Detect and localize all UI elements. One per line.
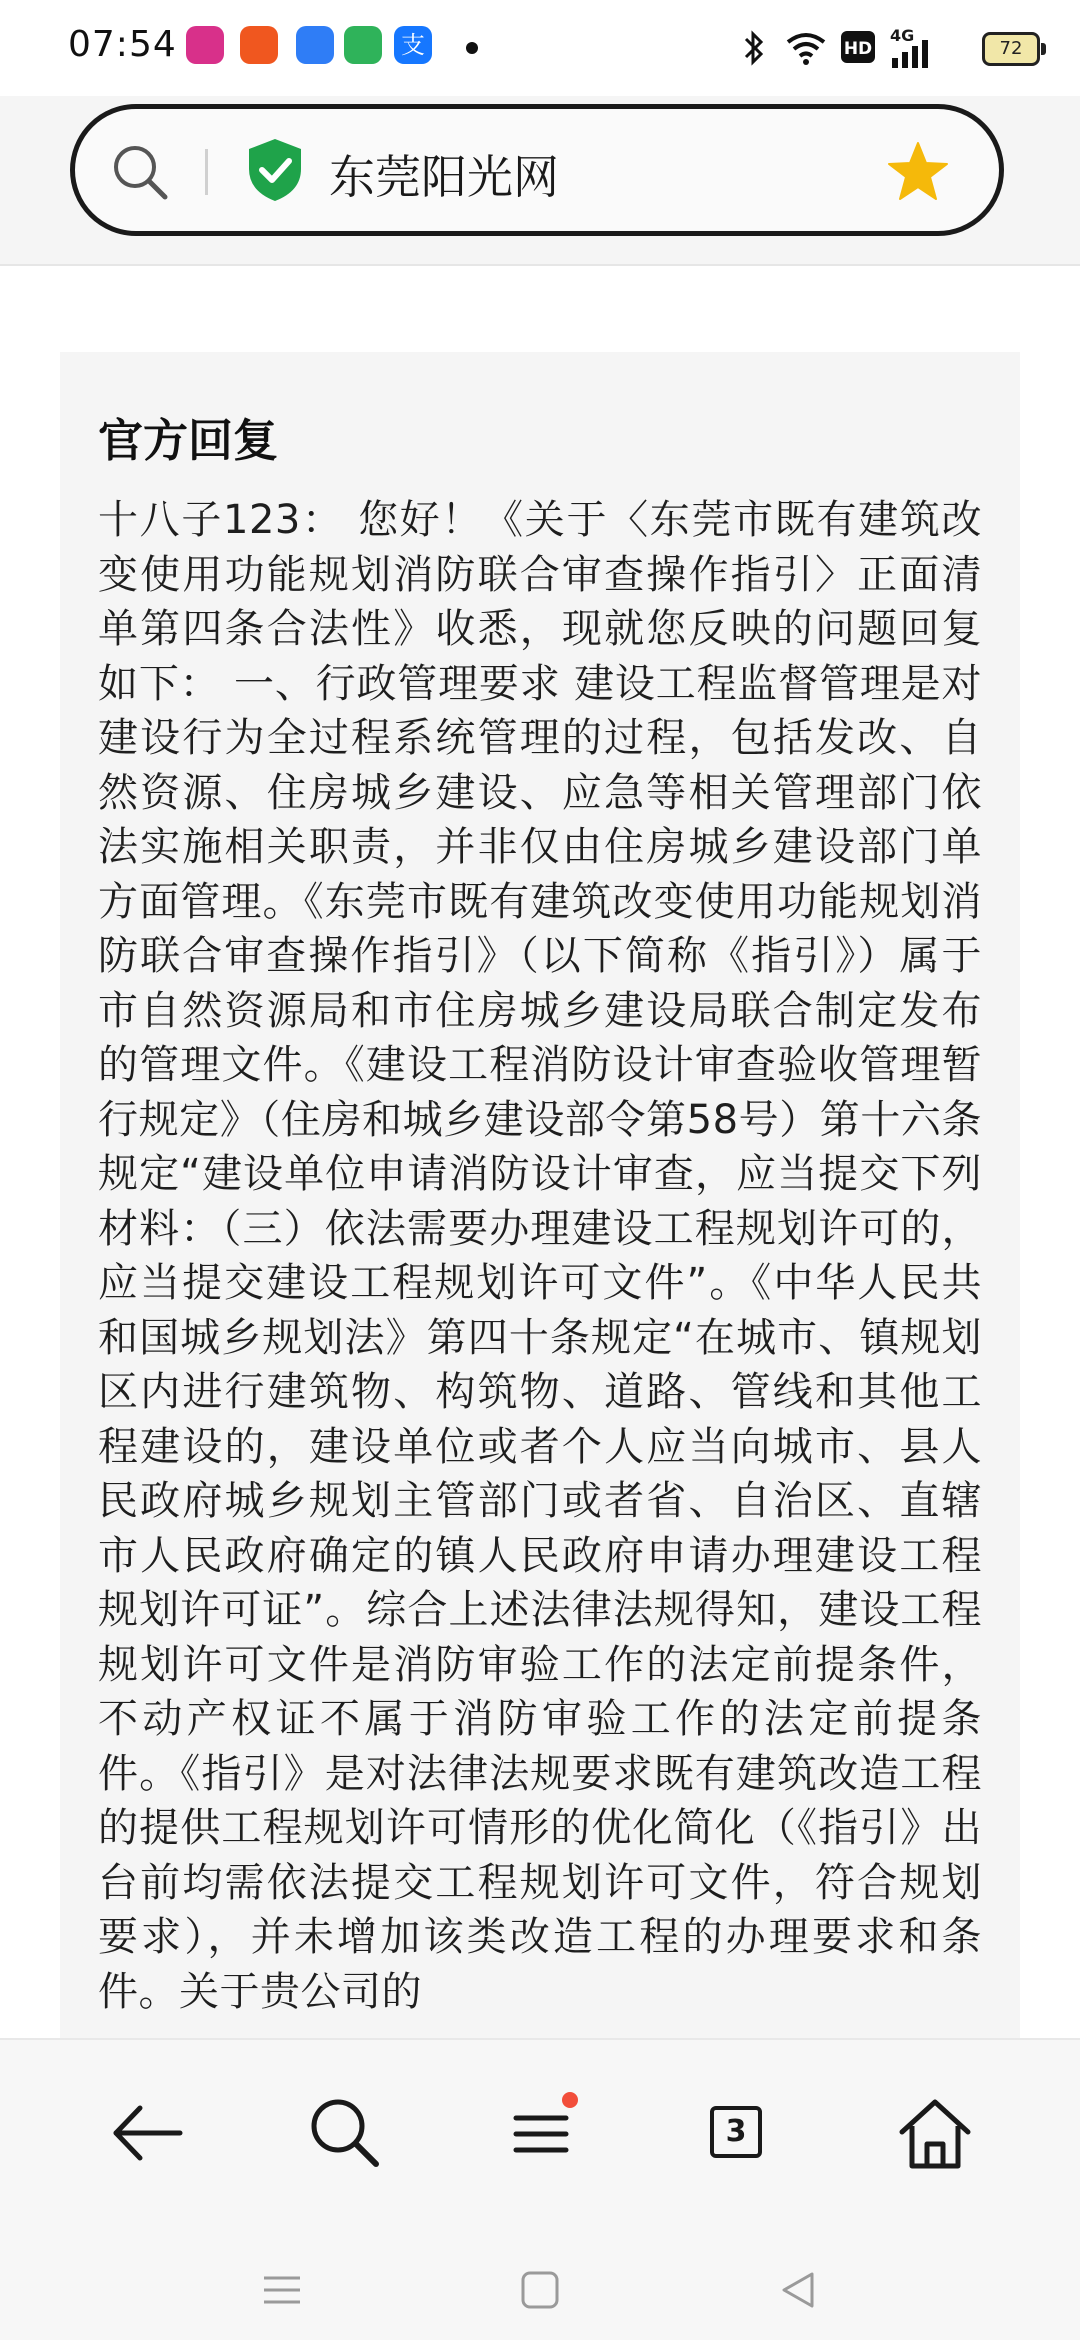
app-icon-pink xyxy=(186,26,224,64)
back-nav-icon[interactable] xyxy=(768,2260,828,2320)
reply-body: 十八子123： 您好！《关于〈东莞市既有建筑改变使用功能规划消防联合审查操作指引〉正面清单第四条合法性》收悉，现就您反映的问题回复如下： 一、行政管理要求 建设工程监督管理是对建设行为全过程系统管理的过程，包括发改、自然资源、住房城乡建设、应急等相关管理部门依法实施相关职责，并非仅由住房城乡建设部门单方面管理。《东莞市既有建筑改变使用功能规划消防联合审查操作指引》（以下简称《指引》）属于市自然资源局和市住房城乡建设局联合制定发布的管理文件。《建设工程消防设计审查验收管理暂行规定》（住房和城乡建设部令第58号）第十六条规定“建设单位申请消防设计审查，应当提交下列材料：（三）依法需要办理建设工程规划许可的，应当提交建设工程规划许可文件”。《中华人民共和国城乡规划法》第四十条规定“在城市、镇规划区内进行建筑物、构筑物、道路、管线和其他工程建设的，建设单位或者个人应当向城市、县人民政府城乡规划主管部门或者省、自治区、直辖市人民政府确定的镇人民政府申请办理建设工程规划许可证”。综合上述法律法规得知，建设工程规划许可文件是消防审验工作的法定前提条件，不动产权证不属于消防审验工作的法定前提条件。《指引》是对法律法规要求既有建筑改造工程的提供工程规划许可情形的优化简化（《指引》出台前均需依法提交工程规划许可文件，符合规划要求），并未增加该类改造工程的办理要求和条件。关于贵公司的 xyxy=(98,497,982,2015)
tabs-button[interactable] xyxy=(692,2088,782,2178)
menu-button[interactable] xyxy=(496,2088,586,2178)
system-nav-bar xyxy=(0,2238,1080,2340)
app-icon-green xyxy=(344,26,382,64)
address-bar-area xyxy=(0,96,1080,266)
bluetooth-icon xyxy=(742,30,766,66)
divider xyxy=(205,149,208,195)
recents-icon[interactable] xyxy=(252,2260,312,2320)
search-icon[interactable] xyxy=(109,141,171,203)
app-icon-orange xyxy=(240,26,278,64)
back-arrow-icon[interactable] xyxy=(102,2088,192,2178)
browser-toolbar xyxy=(0,2038,1080,2240)
home-nav-icon[interactable] xyxy=(510,2260,570,2320)
app-icon-blue xyxy=(296,26,334,64)
svg-text:HD: HD xyxy=(843,39,873,59)
hd-icon xyxy=(840,30,876,64)
shield-check-icon[interactable] xyxy=(245,137,305,203)
site-title[interactable]: 东莞阳光网 xyxy=(329,150,559,204)
home-icon[interactable] xyxy=(890,2088,980,2178)
battery-indicator: 72 xyxy=(982,32,1040,66)
tabs-count: 3 xyxy=(710,2106,762,2158)
reply-title: 官方回复 xyxy=(98,414,279,467)
network-type: 4G xyxy=(890,26,915,45)
notification-dot xyxy=(466,42,478,54)
bookmark-star-icon[interactable] xyxy=(885,139,951,205)
menu-badge-dot xyxy=(562,2092,578,2108)
signal-icon xyxy=(890,40,938,68)
search-icon[interactable] xyxy=(300,2088,390,2178)
web-content[interactable] xyxy=(0,266,1080,2038)
status-bar xyxy=(0,0,1080,96)
address-bar[interactable] xyxy=(70,104,1004,236)
status-time: 07:54 xyxy=(68,24,177,65)
app-icon-alipay: 支 xyxy=(394,26,432,64)
official-reply-card xyxy=(60,352,1020,2038)
wifi-icon xyxy=(784,30,828,66)
